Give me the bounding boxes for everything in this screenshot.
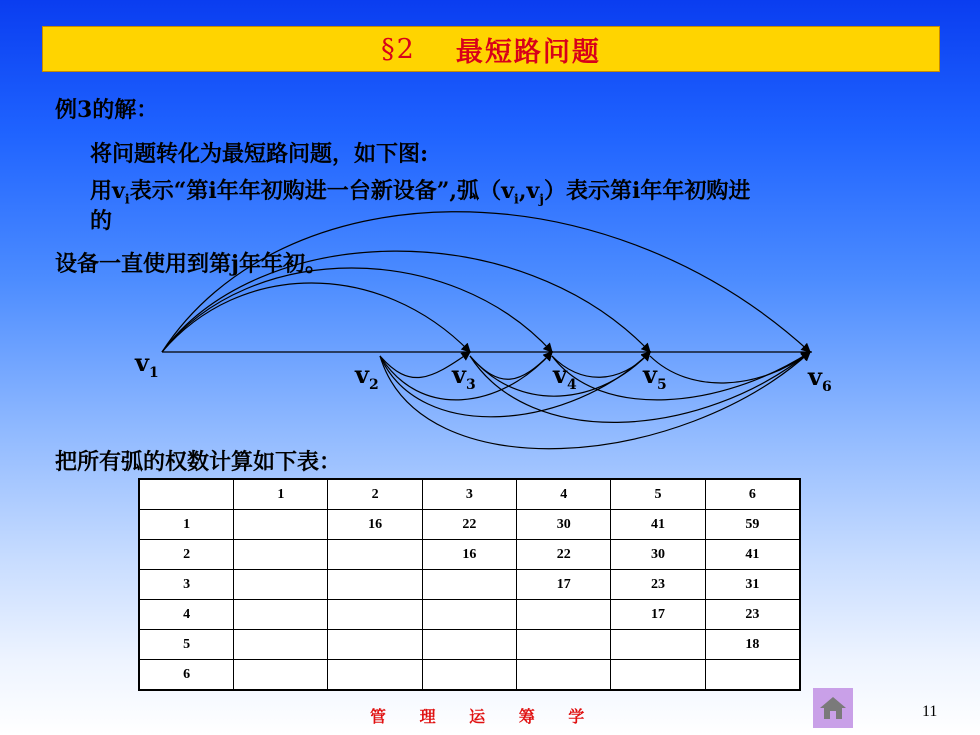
- section-number: §2: [381, 33, 416, 65]
- table-header-cell: 4: [517, 479, 611, 510]
- table-header-row: [139, 479, 800, 510]
- table-cell: 6: [139, 660, 234, 691]
- table-cell: [328, 600, 422, 630]
- weights-table: [138, 478, 801, 691]
- arc-v3-v6: [470, 352, 810, 422]
- vertex-v6: $v_6$: [808, 362, 832, 395]
- arc-v2-v5: [380, 352, 650, 417]
- table-cell: 30: [517, 510, 611, 540]
- table-cell: [234, 600, 328, 630]
- table-row: [139, 540, 800, 570]
- table-cell: [422, 660, 516, 691]
- table-cell: 22: [422, 510, 516, 540]
- text-line-2: 将问题转化为最短路问题，如下图:: [90, 141, 429, 167]
- table-row: [139, 570, 800, 600]
- vertex-v2: $v_2$: [355, 360, 379, 393]
- table-cell: 2: [139, 540, 234, 570]
- table-header-cell: 3: [422, 479, 516, 510]
- arc-v2-v6: [380, 352, 810, 449]
- table-cell: 17: [517, 570, 611, 600]
- page-number: 11: [922, 703, 938, 720]
- vertex-v5: $v_5$: [643, 360, 667, 393]
- text-line-3: 用$v_i$表示“第i年年初购进一台新设备”,弧$(v_i,v_j)$表示第i年年初购进: [90, 178, 751, 208]
- table-cell: [611, 630, 705, 660]
- table-cell: [422, 600, 516, 630]
- table-header-cell: 1: [234, 479, 328, 510]
- table-row: [139, 630, 800, 660]
- text-line-4: 的: [90, 208, 113, 234]
- table-cell: [328, 540, 422, 570]
- home-button[interactable]: [813, 688, 853, 728]
- table-row: [139, 660, 800, 691]
- table-cell: 41: [705, 540, 800, 570]
- table-cell: [328, 570, 422, 600]
- arc-v5-v6: [650, 352, 810, 383]
- table-cell: 30: [611, 540, 705, 570]
- table-cell: 18: [705, 630, 800, 660]
- table-cell: [422, 630, 516, 660]
- arc-v1-v4: [162, 268, 552, 352]
- home-icon: [818, 695, 848, 721]
- table-cell: [611, 660, 705, 691]
- table-cell: [234, 510, 328, 540]
- footer-course-name: 管 理 运 筹 学: [370, 707, 599, 726]
- table-cell: [422, 570, 516, 600]
- vertex-v3: $v_3$: [452, 360, 476, 393]
- table-cell: 16: [328, 510, 422, 540]
- table-caption: 把所有弧的权数计算如下表：: [55, 449, 342, 475]
- table-cell: [517, 600, 611, 630]
- table-cell: 23: [611, 570, 705, 600]
- table-cell: 1: [139, 510, 234, 540]
- vertex-v1: $v_1$: [135, 348, 159, 381]
- text-line-5: 设备一直使用到第j年年初。: [55, 251, 327, 277]
- table-cell: 17: [611, 600, 705, 630]
- table-cell: [234, 540, 328, 570]
- table-cell: 5: [139, 630, 234, 660]
- table-row: [139, 600, 800, 630]
- table-cell: 3: [139, 570, 234, 600]
- arc-v1-v3: [162, 283, 470, 352]
- table-cell: 16: [422, 540, 516, 570]
- vertex-v4: $v_4$: [553, 360, 577, 393]
- table-cell: [328, 630, 422, 660]
- table-cell: [234, 660, 328, 691]
- table-cell: [517, 630, 611, 660]
- table-cell: [234, 570, 328, 600]
- table-header-cell: 2: [328, 479, 422, 510]
- arc-v3-v4: [470, 352, 552, 379]
- table-header-cell: 6: [705, 479, 800, 510]
- arc-v1-v6: [162, 212, 810, 352]
- table-cell: 31: [705, 570, 800, 600]
- table-cell: [517, 660, 611, 691]
- table-cell: 41: [611, 510, 705, 540]
- arc-v1-v5: [162, 251, 650, 352]
- table-cell: [705, 660, 800, 691]
- page-title: 最短路问题: [455, 36, 601, 68]
- table-row: [139, 510, 800, 540]
- table-cell: [234, 630, 328, 660]
- table-cell: 23: [705, 600, 800, 630]
- table-cell: 4: [139, 600, 234, 630]
- table-cell: [328, 660, 422, 691]
- table-cell: 59: [705, 510, 800, 540]
- table-cell: 22: [517, 540, 611, 570]
- table-header-cell: [139, 479, 234, 510]
- solution-heading: 例3的解：: [55, 97, 159, 123]
- table-header-cell: 5: [611, 479, 705, 510]
